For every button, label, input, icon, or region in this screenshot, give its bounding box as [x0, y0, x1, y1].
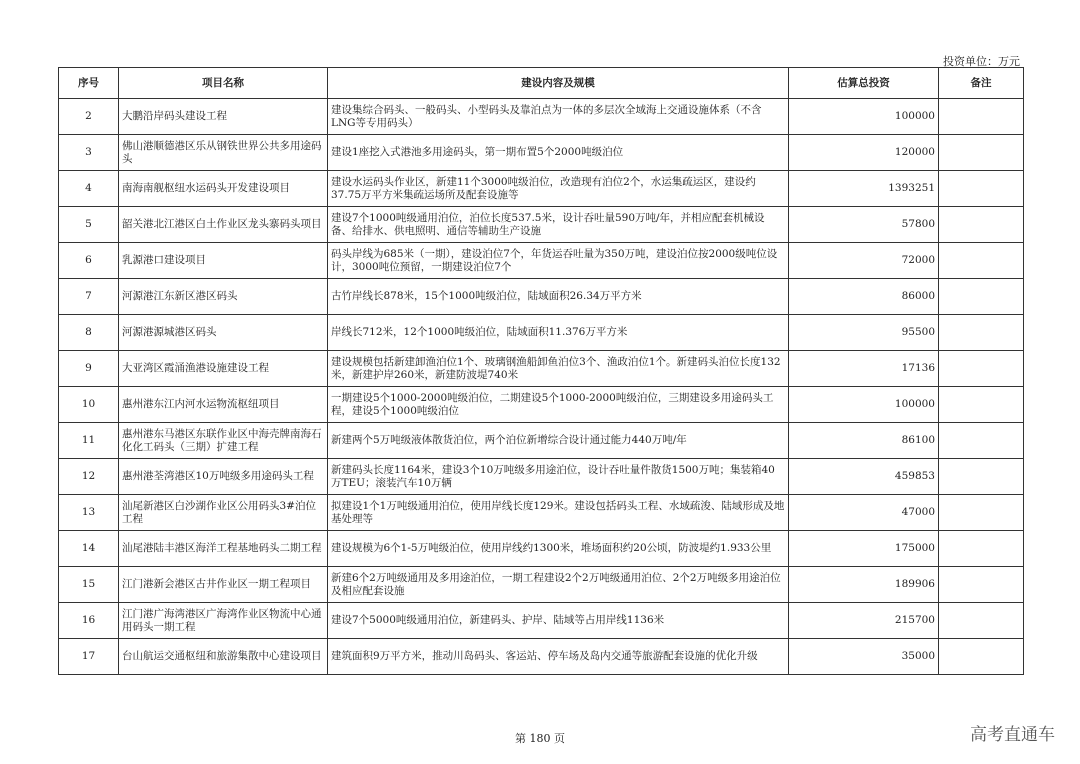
- cell-note: [939, 99, 1024, 135]
- cell-no: 15: [59, 567, 119, 603]
- header-desc: 建设内容及规模: [328, 68, 789, 99]
- cell-name: 江门港广海湾港区广海湾作业区物流中心通用码头一期工程: [119, 603, 328, 639]
- table-row: [59, 243, 1024, 279]
- header-investment: 估算总投资: [789, 68, 939, 99]
- cell-name: 台山航运交通枢纽和旅游集散中心建设项目: [119, 639, 328, 675]
- cell-no: 13: [59, 495, 119, 531]
- cell-note: [939, 423, 1024, 459]
- cell-name: 大鹏沿岸码头建设工程: [119, 99, 328, 135]
- cell-name: 汕尾新港区白沙湖作业区公用码头3#泊位工程: [119, 495, 328, 531]
- cell-investment: 175000: [789, 531, 939, 567]
- cell-desc: 新建两个5万吨级液体散货泊位，两个泊位新增综合设计通过能力440万吨/年: [328, 423, 789, 459]
- header-name: 项目名称: [119, 68, 328, 99]
- cell-note: [939, 639, 1024, 675]
- cell-no: 14: [59, 531, 119, 567]
- cell-no: 2: [59, 99, 119, 135]
- cell-desc: 建设7个5000吨级通用泊位，新建码头、护岸、陆域等占用岸线1136米: [328, 603, 789, 639]
- cell-no: 16: [59, 603, 119, 639]
- cell-desc: 建设7个1000吨级通用泊位，泊位长度537.5米，设计吞吐量590万吨/年，并相应配套机械设备、给排水、供电照明、通信等辅助生产设施: [328, 207, 789, 243]
- cell-note: [939, 351, 1024, 387]
- cell-desc: 新建码头长度1164米，建设3个10万吨级多用途泊位，设计吞吐量件散货1500万吨；集装箱40万TEU；滚装汽车10万辆: [328, 459, 789, 495]
- table-row: [59, 99, 1024, 135]
- cell-desc: 码头岸线为685米（一期），建设泊位7个，年货运吞吐量为350万吨，建设泊位按2000级吨位设计，3000吨位预留，一期建设泊位7个: [328, 243, 789, 279]
- table-row: [59, 639, 1024, 675]
- cell-desc: 岸线长712米，12个1000吨级泊位，陆域面积11.376万平方米: [328, 315, 789, 351]
- cell-desc: 建筑面积9万平方米，推动川岛码头、客运站、停车场及岛内交通等旅游配套设施的优化升级: [328, 639, 789, 675]
- cell-desc: 古竹岸线长878米，15个1000吨级泊位，陆域面积26.34万平方米: [328, 279, 789, 315]
- cell-investment: 86000: [789, 279, 939, 315]
- header-note: 备注: [939, 68, 1024, 99]
- cell-note: [939, 279, 1024, 315]
- cell-investment: 100000: [789, 99, 939, 135]
- cell-investment: 1393251: [789, 171, 939, 207]
- cell-name: 南海南舰枢纽水运码头开发建设项目: [119, 171, 328, 207]
- cell-investment: 17136: [789, 351, 939, 387]
- table-row: [59, 351, 1024, 387]
- cell-no: 12: [59, 459, 119, 495]
- cell-note: [939, 603, 1024, 639]
- table-row: [59, 207, 1024, 243]
- investment-unit-label: 投资单位：万元: [943, 55, 1020, 68]
- cell-name: 乳源港口建设项目: [119, 243, 328, 279]
- cell-investment: 120000: [789, 135, 939, 171]
- cell-desc: 建设规模包括新建卸渔泊位1个、玻璃钢渔船卸鱼泊位3个、渔政泊位1个。新建码头泊位长度132米，新建护岸260米，新建防波堤740米: [328, 351, 789, 387]
- cell-note: [939, 207, 1024, 243]
- cell-desc: 建设水运码头作业区，新建11个3000吨级泊位，改造现有泊位2个，水运集疏运区，建设约37.75万平方米集疏运场所及配套设施等: [328, 171, 789, 207]
- watermark-text: 高考直通车: [970, 725, 1055, 745]
- cell-note: [939, 315, 1024, 351]
- cell-desc: 一期建设5个1000-2000吨级泊位，二期建设5个1000-2000吨级泊位，三期建设多用途码头工程，建设5个1000吨级泊位: [328, 387, 789, 423]
- cell-name: 佛山港顺德港区乐从钢铁世界公共多用途码头: [119, 135, 328, 171]
- cell-name: 惠州港荃湾港区10万吨级多用途码头工程: [119, 459, 328, 495]
- cell-name: 惠州港东江内河水运物流枢纽项目: [119, 387, 328, 423]
- table-row: [59, 315, 1024, 351]
- table-row: [59, 387, 1024, 423]
- cell-no: 8: [59, 315, 119, 351]
- cell-investment: 57800: [789, 207, 939, 243]
- cell-note: [939, 243, 1024, 279]
- cell-note: [939, 387, 1024, 423]
- cell-note: [939, 459, 1024, 495]
- cell-note: [939, 531, 1024, 567]
- cell-no: 17: [59, 639, 119, 675]
- cell-note: [939, 495, 1024, 531]
- table-row: [59, 279, 1024, 315]
- cell-investment: 100000: [789, 387, 939, 423]
- cell-investment: 72000: [789, 243, 939, 279]
- cell-no: 3: [59, 135, 119, 171]
- cell-no: 11: [59, 423, 119, 459]
- project-table: [58, 67, 1024, 675]
- cell-no: 10: [59, 387, 119, 423]
- table-row: [59, 495, 1024, 531]
- header-no: 序号: [59, 68, 119, 99]
- table-row: [59, 567, 1024, 603]
- cell-desc: 新建6个2万吨级通用及多用途泊位，一期工程建设2个2万吨级通用泊位、2个2万吨级多用途泊位及相应配套设施: [328, 567, 789, 603]
- cell-name: 汕尾港陆丰港区海洋工程基地码头二期工程: [119, 531, 328, 567]
- page-number: 第 180 页: [515, 732, 565, 745]
- cell-desc: 建设集综合码头、一般码头、小型码头及靠泊点为一体的多层次全域海上交通设施体系（不含LNG等专用码头）: [328, 99, 789, 135]
- cell-name: 河源港江东新区港区码头: [119, 279, 328, 315]
- cell-name: 韶关港北江港区白土作业区龙头寨码头项目: [119, 207, 328, 243]
- cell-desc: 拟建设1个1万吨级通用泊位，使用岸线长度129米。建设包括码头工程、水域疏浚、陆域形成及地基处理等: [328, 495, 789, 531]
- cell-no: 5: [59, 207, 119, 243]
- table-row: [59, 135, 1024, 171]
- cell-investment: 95500: [789, 315, 939, 351]
- table-body: [59, 99, 1024, 675]
- table-row: [59, 531, 1024, 567]
- table-row: [59, 459, 1024, 495]
- cell-investment: 189906: [789, 567, 939, 603]
- cell-no: 9: [59, 351, 119, 387]
- cell-no: 4: [59, 171, 119, 207]
- table-row: [59, 423, 1024, 459]
- cell-investment: 47000: [789, 495, 939, 531]
- cell-no: 6: [59, 243, 119, 279]
- cell-no: 7: [59, 279, 119, 315]
- table-row: [59, 171, 1024, 207]
- cell-desc: 建设1座挖入式港池多用途码头，第一期布置5个2000吨级泊位: [328, 135, 789, 171]
- cell-investment: 35000: [789, 639, 939, 675]
- cell-investment: 86100: [789, 423, 939, 459]
- cell-name: 江门港新会港区古井作业区一期工程项目: [119, 567, 328, 603]
- table-row: [59, 603, 1024, 639]
- cell-investment: 215700: [789, 603, 939, 639]
- cell-name: 大亚湾区霞涌渔港设施建设工程: [119, 351, 328, 387]
- cell-name: 惠州港东马港区东联作业区中海壳牌南海石化化工码头（三期）扩建工程: [119, 423, 328, 459]
- cell-desc: 建设规模为6个1-5万吨级泊位，使用岸线约1300米，堆场面积约20公顷，防波堤约1.933公里: [328, 531, 789, 567]
- cell-name: 河源港源城港区码头: [119, 315, 328, 351]
- table-header-row: [59, 68, 1024, 99]
- cell-note: [939, 135, 1024, 171]
- cell-note: [939, 567, 1024, 603]
- cell-note: [939, 171, 1024, 207]
- cell-investment: 459853: [789, 459, 939, 495]
